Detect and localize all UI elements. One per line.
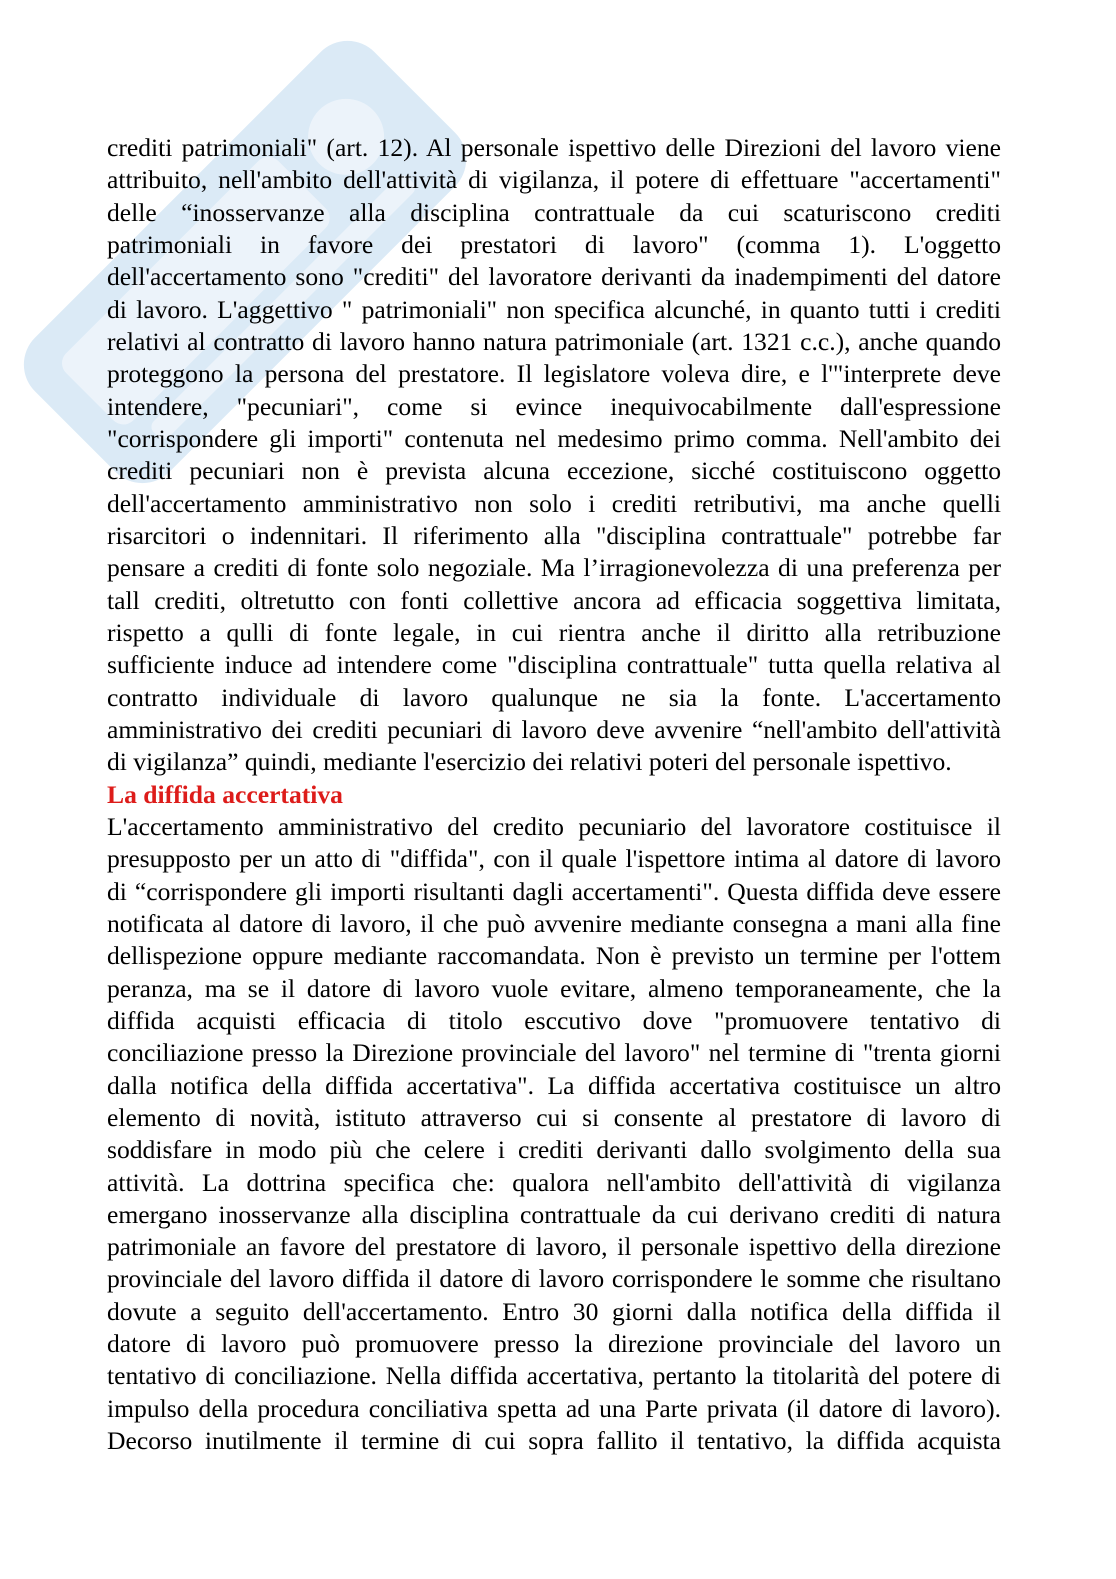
text-line: sufficiente induce ad intendere come "disciplina contrattuale" tutta quella relativa al <box>107 650 1001 680</box>
text-line: patrimoniale an favore del prestatore di lavoro, il personale ispettivo della direzione <box>107 1232 1001 1262</box>
text-line: crediti patrimoniali" (art. 12). Al personale ispettivo delle Direzioni del lavoro viene <box>107 133 1001 162</box>
text-line: dell'accertamento amministrativo non solo i crediti retributivi, ma anche quelli <box>107 488 1001 518</box>
text-line: delle “inosservanze alla disciplina contrattuale da cui scaturiscono crediti <box>107 197 1001 227</box>
text-line: L'accertamento amministrativo del credito pecuniario del lavoratore costituisce il <box>107 811 1001 841</box>
text-line: impulso della procedura conciliativa spetta ad una Parte privata (il datore di lavoro). <box>107 1393 1001 1423</box>
text-line: notificata al datore di lavoro, il che può avvenire mediante consegna a mani alla fine <box>107 908 1001 938</box>
text-line: di vigilanza” quindi, mediante l'esercizio dei relativi poteri del personale ispettivo. <box>107 747 952 777</box>
text-line: Decorso inutilmente il termine di cui sopra fallito il tentativo, la diffida acquista <box>107 1426 1001 1456</box>
document-page <box>107 132 1001 1457</box>
text-line: diffida acquisti efficacia di titolo esccutivo dove "promuovere tentativo di <box>107 1005 1001 1035</box>
text-line: dell'accertamento sono "crediti" del lavoratore derivanti da inadempimenti del datore <box>107 262 1001 292</box>
text-line: peranza, ma se il datore di lavoro vuole evitare, almeno temporaneamente, che la <box>107 973 1001 1003</box>
paragraph-2 <box>107 811 1001 1458</box>
text-line: elemento di novità, istituto attraverso cui si consente al prestatore di lavoro di <box>107 1102 1001 1132</box>
text-line: dellispezione oppure mediante raccomandata. Non è previsto un termine per l'ottem <box>107 941 1001 971</box>
text-line: emergano inosservanze alla disciplina contrattuale da cui derivano crediti di natura <box>107 1199 1001 1229</box>
text-line: "corrispondere gli importi" contenuta nel medesimo primo comma. Nell'ambito dei <box>107 423 1001 453</box>
text-line: tall crediti, oltretutto con fonti collettive ancora ad efficacia soggettiva limitata, <box>107 585 1001 615</box>
text-line: di “corrispondere gli importi risultanti dagli accertamenti". Questa diffida deve essere <box>107 876 1001 906</box>
text-line: intendere, "pecuniari", come si evince inequivocabilmente dall'espressione <box>107 391 1001 421</box>
paragraph-1 <box>107 132 1001 779</box>
text-line: dalla notifica della diffida accertativa". La diffida accertativa costituisce un altro <box>107 1070 1001 1100</box>
text-line: soddisfare in modo più che celere i crediti derivanti dallo svolgimento della sua <box>107 1135 1001 1165</box>
text-line: contratto individuale di lavoro qualunque ne sia la fonte. L'accertamento <box>107 682 1001 712</box>
text-line: datore di lavoro può promuovere presso la direzione provinciale del lavoro un <box>107 1329 1001 1359</box>
text-line: proteggono la persona del prestatore. Il legislatore voleva dire, e l'"interprete deve <box>107 359 1001 389</box>
text-line: patrimoniali in favore dei prestatori di lavoro" (comma 1). L'oggetto <box>107 229 1001 259</box>
text-line: provinciale del lavoro diffida il datore di lavoro corrispondere le somme che risultano <box>107 1264 1001 1294</box>
text-line: amministrativo dei crediti pecuniari di lavoro deve avvenire “nell'ambito dell'attività <box>107 714 1001 744</box>
text-line: attività. La dottrina specifica che: qualora nell'ambito dell'attività di vigilanza <box>107 1167 1001 1197</box>
text-line: conciliazione presso la Direzione provinciale del lavoro" nel termine di "trenta giorni <box>107 1038 1001 1068</box>
text-line: attribuito, nell'ambito dell'attività di vigilanza, il potere di effettuare "accertamenti" <box>107 165 1001 195</box>
text-line: risarcitori o indennitari. Il riferimento alla "disciplina contrattuale" potrebbe far <box>107 520 1001 550</box>
text-line: tentativo di conciliazione. Nella diffida accertativa, pertanto la titolarità del potere di <box>107 1361 1001 1391</box>
text-line: rispetto a qulli di fonte legale, in cui rientra anche il diritto alla retribuzione <box>107 617 1001 647</box>
text-line: crediti pecuniari non è prevista alcuna eccezione, sicché costituiscono oggetto <box>107 456 1001 486</box>
text-line: dovute a seguito dell'accertamento. Entro 30 giorni dalla notifica della diffida il <box>107 1296 1001 1326</box>
text-line: presupposto per un atto di "diffida", con il quale l'ispettore intima al datore di lavoro <box>107 844 1001 874</box>
text-line: relativi al contratto di lavoro hanno natura patrimoniale (art. 1321 c.c.), anche quando <box>107 326 1001 356</box>
text-line: pensare a crediti di fonte solo negoziale. Ma l’irragionevolezza di una preferenza per <box>107 553 1001 583</box>
text-line: di lavoro. L'aggettivo " patrimoniali" non specifica alcunché, in quanto tutti i crediti <box>107 294 1001 324</box>
section-heading: La diffida accertativa <box>107 779 343 809</box>
